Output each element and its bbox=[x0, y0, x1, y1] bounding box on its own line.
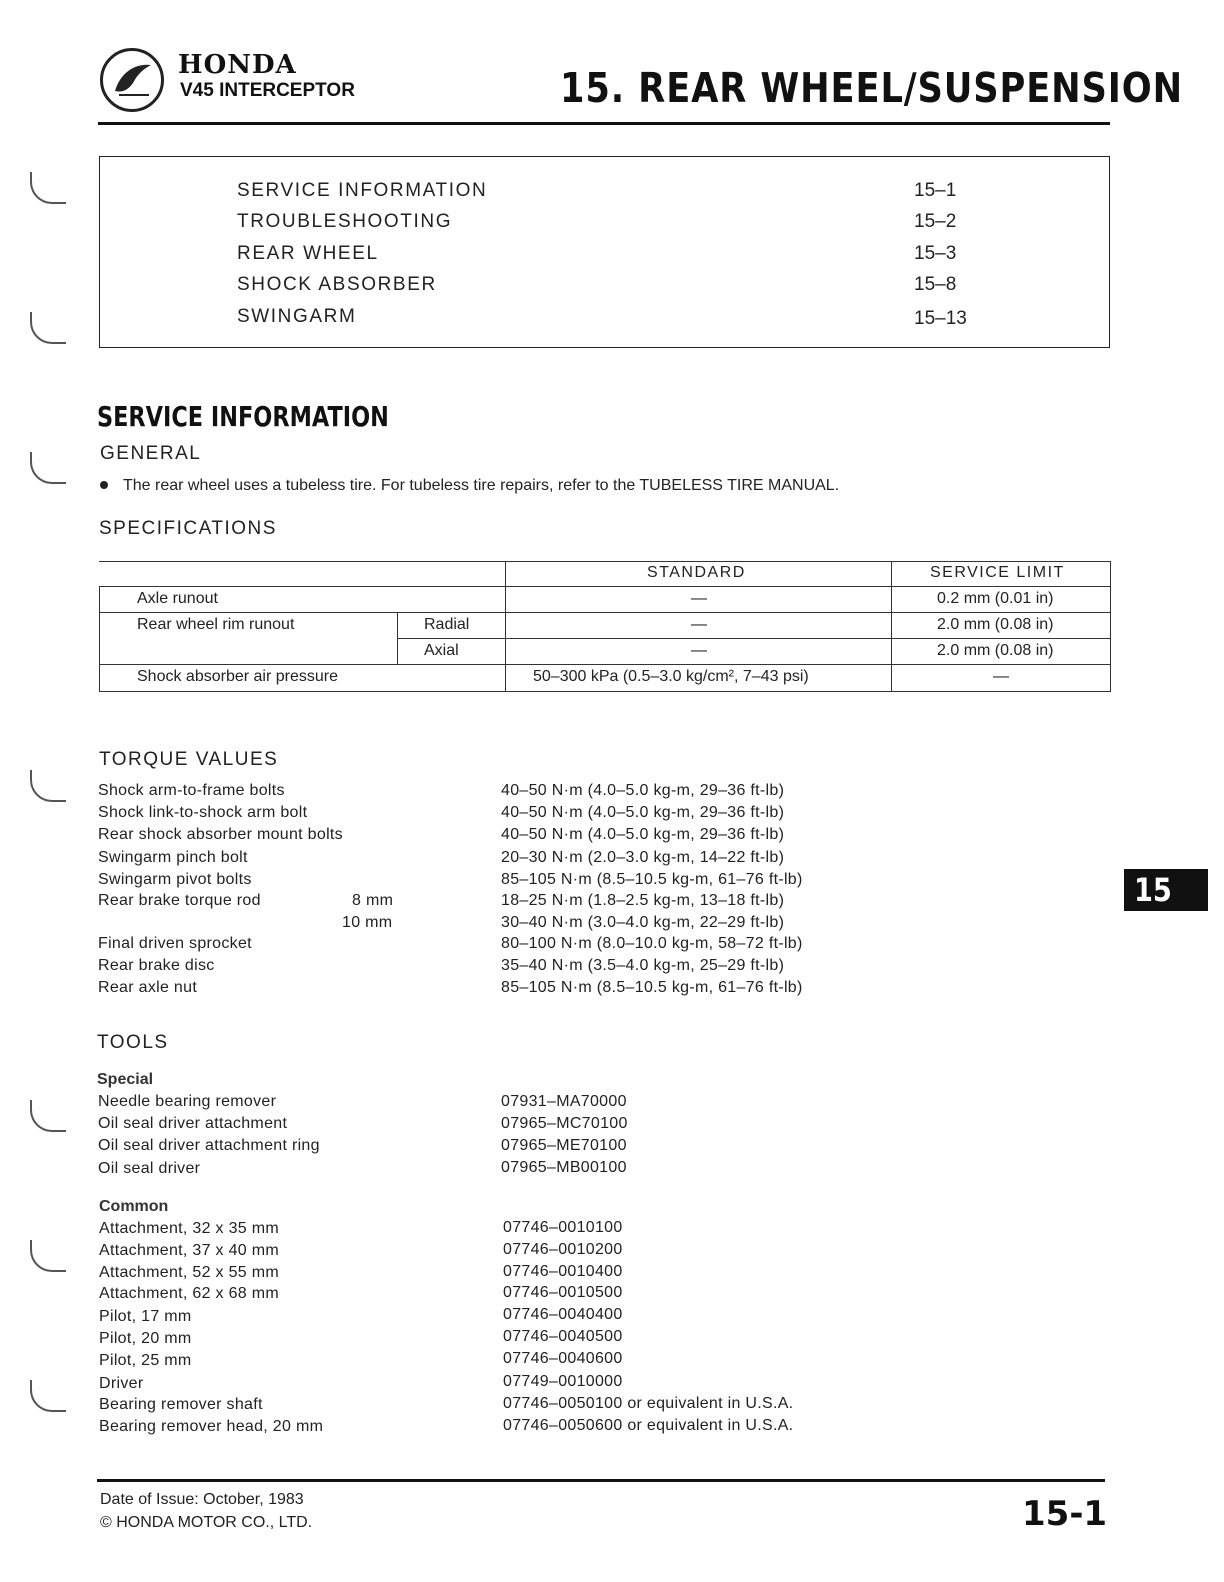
general-note: The rear wheel uses a tubeless tire. For tubeless tire repairs, refer to the TUBELESS TIRE MANUAL. bbox=[123, 477, 840, 494]
common-tools-heading: Common bbox=[99, 1198, 169, 1215]
spec-sub-item: Radial bbox=[424, 616, 470, 633]
toc-item-page: 15–2 bbox=[914, 211, 957, 232]
torque-value: 40–50 N·m (4.0–5.0 kg-m, 29–36 ft-lb) bbox=[501, 782, 785, 799]
binder-hole-mark bbox=[30, 1240, 66, 1272]
toc-item-label[interactable]: SWINGARM bbox=[237, 306, 357, 327]
tool-part-number: 07965–MC70100 bbox=[501, 1115, 628, 1132]
toc-item-label[interactable]: SHOCK ABSORBER bbox=[237, 274, 437, 295]
toc-item-label[interactable]: TROUBLESHOOTING bbox=[237, 211, 453, 232]
tool-name: Bearing remover shaft bbox=[99, 1396, 263, 1413]
tool-part-number: 07749–0010000 bbox=[503, 1373, 623, 1390]
torque-heading: TORQUE VALUES bbox=[99, 749, 279, 770]
wing-emblem-icon bbox=[100, 48, 164, 112]
tool-name: Attachment, 62 x 68 mm bbox=[99, 1285, 280, 1302]
tool-name: Pilot, 20 mm bbox=[99, 1330, 192, 1347]
chapter-title: 15. REAR WHEEL/SUSPENSION bbox=[560, 64, 1183, 112]
tool-part-number: 07746–0010400 bbox=[503, 1263, 623, 1280]
binder-hole-mark bbox=[30, 770, 66, 802]
toc-item-label[interactable]: REAR WHEEL bbox=[237, 243, 379, 264]
torque-value: 18–25 N·m (1.8–2.5 kg-m, 13–18 ft-lb) bbox=[501, 892, 785, 909]
tool-part-number: 07965–ME70100 bbox=[501, 1137, 627, 1154]
tool-part-number: 07746–0040400 bbox=[503, 1306, 623, 1323]
footer-rule bbox=[97, 1479, 1105, 1482]
binder-hole-mark bbox=[30, 172, 66, 204]
toc-item-page: 15–13 bbox=[914, 308, 967, 329]
spec-standard: 50–300 kPa (0.5–3.0 kg/cm², 7–43 psi) bbox=[533, 668, 809, 685]
tool-name: Oil seal driver bbox=[98, 1160, 201, 1177]
section-tab[interactable] bbox=[1124, 869, 1208, 911]
torque-item: Shock arm-to-frame bolts bbox=[98, 782, 285, 799]
copyright: © HONDA MOTOR CO., LTD. bbox=[100, 1514, 313, 1531]
binder-hole-mark bbox=[30, 1100, 66, 1132]
spec-item: Shock absorber air pressure bbox=[137, 668, 338, 685]
torque-item: Rear brake disc bbox=[98, 957, 215, 974]
spec-item: Rear wheel rim runout bbox=[137, 616, 295, 633]
tool-name: Attachment, 32 x 35 mm bbox=[99, 1220, 280, 1237]
torque-size: 10 mm bbox=[342, 914, 393, 931]
tool-name: Oil seal driver attachment ring bbox=[98, 1137, 320, 1154]
tool-part-number: 07746–0040500 bbox=[503, 1328, 623, 1345]
tool-part-number: 07746–0010200 bbox=[503, 1241, 623, 1258]
torque-item: Rear shock absorber mount bolts bbox=[98, 826, 343, 843]
model-name: V45 INTERCEPTOR bbox=[180, 80, 355, 101]
honda-logo bbox=[100, 48, 400, 122]
tool-name: Driver bbox=[99, 1375, 144, 1392]
toc-item-page: 15–3 bbox=[914, 243, 957, 264]
page-number: 15-1 bbox=[1022, 1494, 1108, 1534]
specifications-heading: SPECIFICATIONS bbox=[99, 518, 277, 539]
tool-part-number: 07746–0040600 bbox=[503, 1350, 623, 1367]
spec-sub-item: Axial bbox=[424, 642, 459, 659]
spec-limit: 2.0 mm (0.08 in) bbox=[937, 616, 1054, 633]
tool-part-number: 07746–0050100 or equivalent in U.S.A. bbox=[503, 1395, 794, 1412]
tool-part-number: 07746–0010100 bbox=[503, 1219, 623, 1236]
toc-item-page: 15–1 bbox=[914, 180, 957, 201]
column-header-service-limit: SERVICE LIMIT bbox=[930, 564, 1065, 581]
spec-limit: 2.0 mm (0.08 in) bbox=[937, 642, 1054, 659]
torque-value: 30–40 N·m (3.0–4.0 kg-m, 22–29 ft-lb) bbox=[501, 914, 785, 931]
spec-limit: 0.2 mm (0.01 in) bbox=[937, 590, 1054, 607]
tool-name: Oil seal driver attachment bbox=[98, 1115, 288, 1132]
torque-value: 35–40 N·m (3.5–4.0 kg-m, 25–29 ft-lb) bbox=[501, 957, 785, 974]
torque-item: Final driven sprocket bbox=[98, 935, 252, 952]
torque-value: 20–30 N·m (2.0–3.0 kg-m, 14–22 ft-lb) bbox=[501, 849, 785, 866]
torque-item: Rear brake torque rod bbox=[98, 892, 261, 909]
spec-standard: — bbox=[691, 642, 707, 659]
tool-name: Pilot, 17 mm bbox=[99, 1308, 192, 1325]
torque-value: 85–105 N·m (8.5–10.5 kg-m, 61–76 ft-lb) bbox=[501, 979, 803, 996]
torque-value: 40–50 N·m (4.0–5.0 kg-m, 29–36 ft-lb) bbox=[501, 804, 785, 821]
torque-item: Swingarm pinch bolt bbox=[98, 849, 248, 866]
special-tools-heading: Special bbox=[97, 1071, 154, 1088]
binder-hole-mark bbox=[30, 452, 66, 484]
torque-item: Rear axle nut bbox=[98, 979, 198, 996]
spec-limit: — bbox=[993, 668, 1009, 685]
tools-heading: TOOLS bbox=[97, 1032, 169, 1053]
tool-name: Needle bearing remover bbox=[98, 1093, 277, 1110]
tool-name: Attachment, 37 x 40 mm bbox=[99, 1242, 280, 1259]
tool-part-number: 07931–MA70000 bbox=[501, 1093, 627, 1110]
spec-standard: — bbox=[691, 590, 707, 607]
column-header-standard: STANDARD bbox=[647, 564, 746, 581]
toc-item-label[interactable]: SERVICE INFORMATION bbox=[237, 180, 488, 201]
header-rule bbox=[98, 122, 1110, 125]
spec-item: Axle runout bbox=[137, 590, 218, 607]
tool-part-number: 07746–0010500 bbox=[503, 1284, 623, 1301]
tool-name: Pilot, 25 mm bbox=[99, 1352, 192, 1369]
spec-standard: — bbox=[691, 616, 707, 633]
bullet-icon bbox=[100, 481, 108, 489]
torque-item: Swingarm pivot bolts bbox=[98, 871, 252, 888]
torque-item: Shock link-to-shock arm bolt bbox=[98, 804, 308, 821]
tool-name: Bearing remover head, 20 mm bbox=[99, 1418, 324, 1435]
tool-name: Attachment, 52 x 55 mm bbox=[99, 1264, 280, 1281]
torque-size: 8 mm bbox=[352, 892, 394, 909]
tool-part-number: 07746–0050600 or equivalent in U.S.A. bbox=[503, 1417, 794, 1434]
toc-item-page: 15–8 bbox=[914, 274, 957, 295]
binder-hole-mark bbox=[30, 1380, 66, 1412]
brand-name: HONDA bbox=[178, 50, 297, 80]
torque-value: 80–100 N·m (8.0–10.0 kg-m, 58–72 ft-lb) bbox=[501, 935, 803, 952]
specifications-table bbox=[99, 561, 1111, 692]
issue-date: Date of Issue: October, 1983 bbox=[100, 1491, 304, 1508]
binder-hole-mark bbox=[30, 312, 66, 344]
tool-part-number: 07965–MB00100 bbox=[501, 1159, 627, 1176]
torque-value: 85–105 N·m (8.5–10.5 kg-m, 61–76 ft-lb) bbox=[501, 871, 803, 888]
section-tab-label: 15 bbox=[1134, 871, 1172, 909]
torque-value: 40–50 N·m (4.0–5.0 kg-m, 29–36 ft-lb) bbox=[501, 826, 785, 843]
section-heading: SERVICE INFORMATION bbox=[97, 400, 389, 433]
general-heading: GENERAL bbox=[100, 443, 202, 464]
